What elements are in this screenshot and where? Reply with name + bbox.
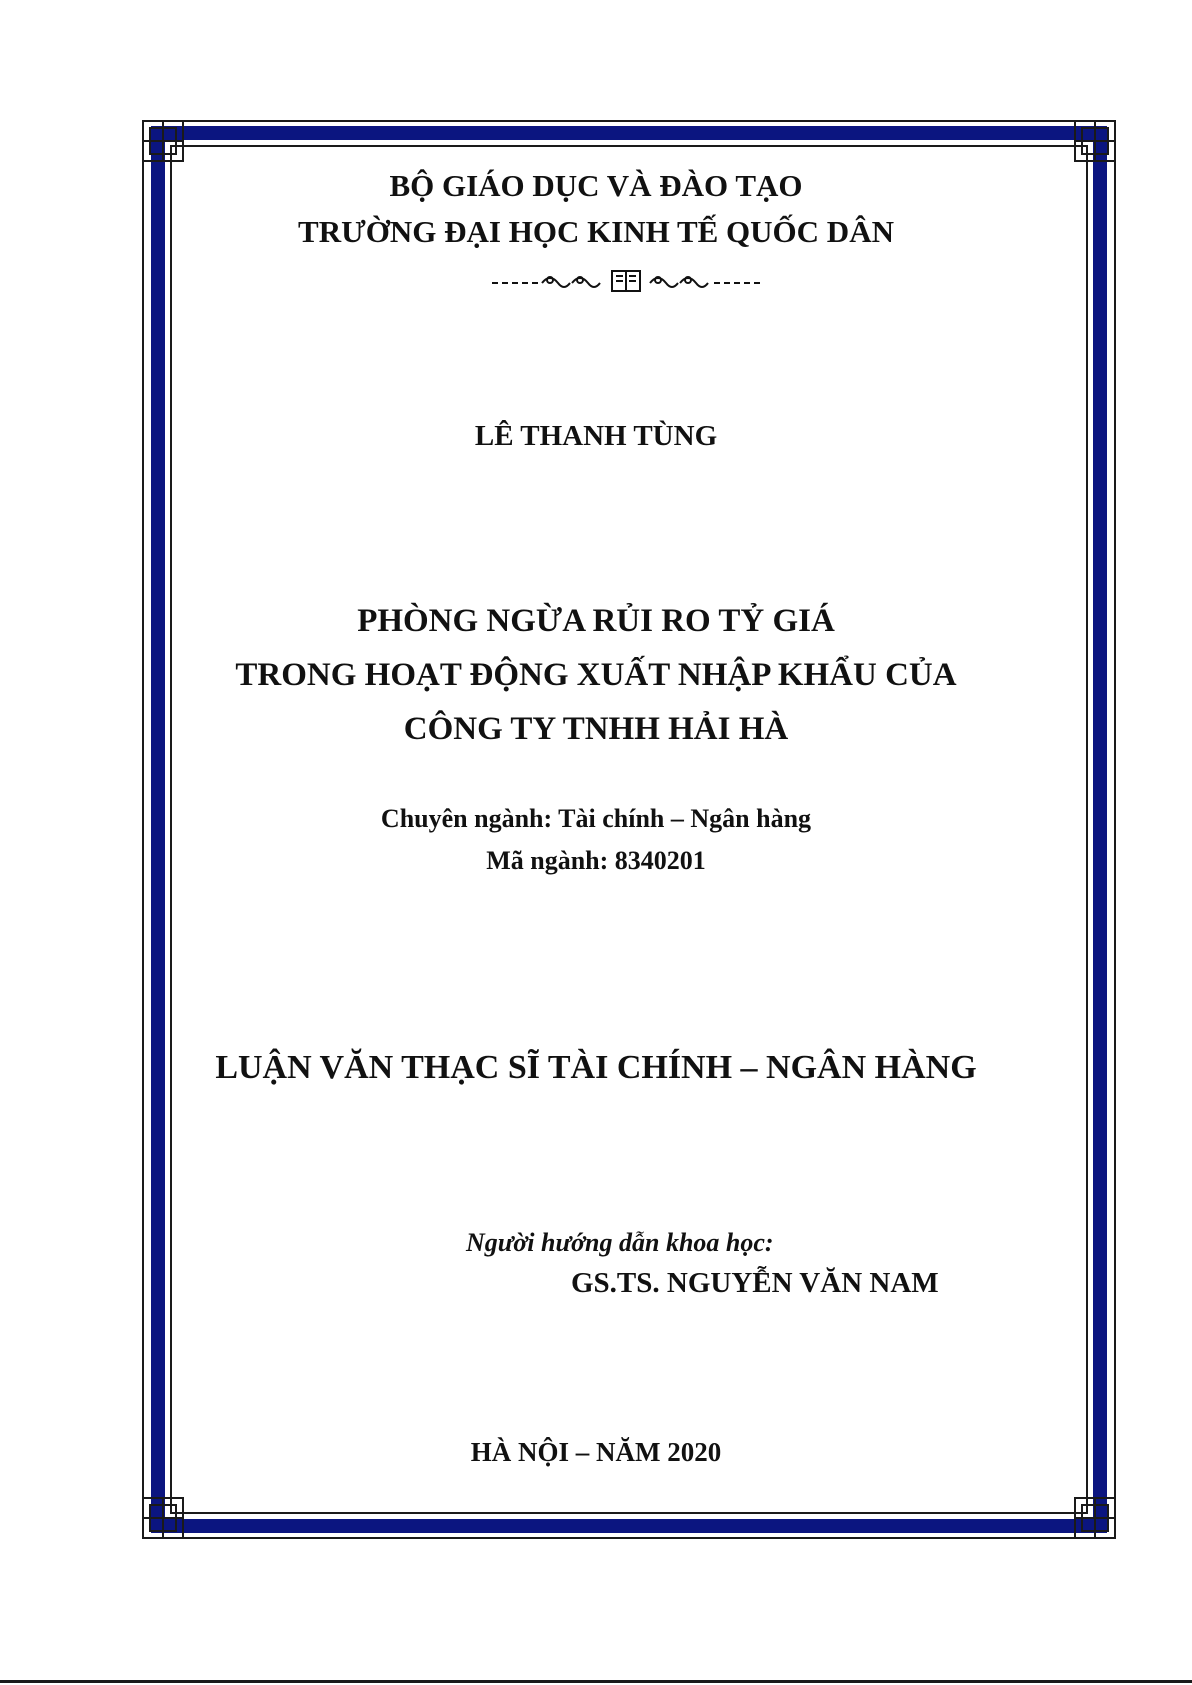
page-bottom-rule	[0, 1680, 1192, 1683]
advisor-name: GS.TS. NGUYỄN VĂN NAM	[571, 1267, 939, 1299]
author-name: LÊ THANH TÙNG	[474, 420, 718, 452]
degree-title: LUẬN VĂN THẠC SĨ TÀI CHÍNH – NGÂN HÀNG	[215, 1049, 977, 1086]
major-code-line: Mã ngành: 8340201	[486, 846, 706, 875]
thesis-title-line-1: PHÒNG NGỪA RỦI RO TỶ GIÁ	[357, 603, 835, 639]
ministry-heading: BỘ GIÁO DỤC VÀ ĐÀO TẠO	[389, 168, 803, 203]
book-flourish-ornament-icon	[490, 266, 762, 296]
specialty-line: Chuyên ngành: Tài chính – Ngân hàng	[380, 804, 812, 833]
thesis-title-line-3: CÔNG TY TNHH HẢI HÀ	[403, 711, 789, 747]
place-and-year: HÀ NỘI – NĂM 2020	[470, 1437, 722, 1467]
thesis-title-line-2: TRONG HOẠT ĐỘNG XUẤT NHẬP KHẨU CỦA	[235, 657, 957, 693]
advisor-label: Người hướng dẫn khoa học:	[466, 1228, 774, 1257]
university-heading: TRƯỜNG ĐẠI HỌC KINH TẾ QUỐC DÂN	[298, 214, 894, 249]
